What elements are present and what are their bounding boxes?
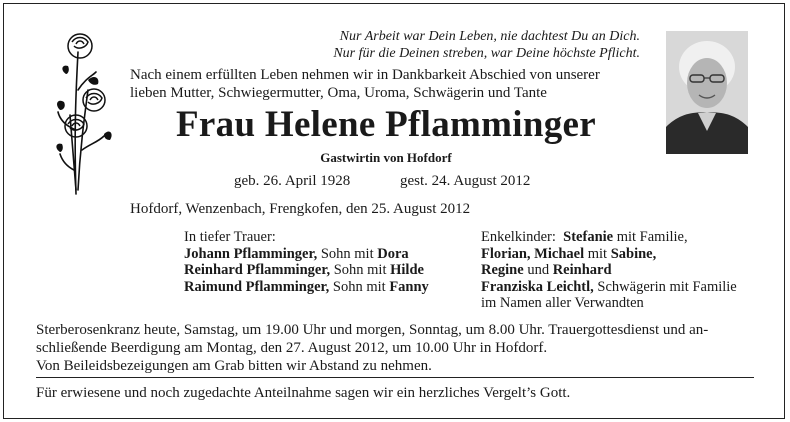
portrait-photo: [666, 31, 748, 154]
birth-date: geb. 26. April 1928: [234, 173, 351, 189]
motto-verse: [260, 28, 640, 62]
grandchildren-list: [481, 229, 771, 312]
grandchildren-row: Regine und Reinhard: [481, 262, 612, 278]
service-line-1: Sterberosenkranz heute, Samstag, um 19.00 Uhr und morgen, Sonntag, um 8.00 Uhr. Trauergottesdienst und an-: [36, 322, 709, 338]
grandchild-partner: Sabine,: [610, 245, 657, 262]
grandchild-name: Regine: [481, 262, 524, 278]
mourner-row: [184, 246, 474, 263]
grandchild-name: Stefanie: [563, 229, 614, 245]
motto-line-2: Nur für die Deinen streben, war Deine höchste Pflicht.: [333, 46, 640, 61]
mourner-relation: Sohn mit: [317, 245, 378, 262]
intro-line-1: Nach einem erfüllten Leben nehmen wir in Dankbarkeit Abschied von unserer: [130, 67, 600, 83]
deceased-occupation: Gastwirtin von Hofdorf: [320, 150, 452, 165]
motto-line-1: Nur Arbeit war Dein Leben, nie dachtest Du an Dich.: [339, 29, 640, 44]
mourner-relation: Sohn mit: [329, 278, 390, 295]
portrait-figure: [666, 31, 748, 154]
mourner-partner: Dora: [377, 245, 409, 262]
relative-name: Franziska Leichtl,: [481, 278, 594, 295]
mourner-row: [184, 262, 474, 279]
grandchildren-row: Florian, Michael mit Sabine,: [481, 245, 657, 262]
mourner-partner: Fanny: [389, 278, 429, 295]
mourner-name: Johann Pflamminger,: [184, 245, 318, 262]
place-and-date: Hofdorf, Wenzenbach, Frengkofen, den 25. August 2012: [130, 201, 471, 217]
divider: [36, 377, 754, 378]
grandchild-partner: Reinhard: [552, 262, 612, 278]
grandchild-name: Florian, Michael: [481, 245, 585, 262]
relatives-closing: im Namen aller Verwandten: [481, 295, 644, 311]
mourner-row: [184, 279, 474, 296]
relative-row: Franziska Leichtl, Schwägerin mit Familie: [481, 278, 737, 295]
service-line-2: schließende Beerdigung am Montag, den 27. August 2012, um 10.00 Uhr in Hofdorf.: [36, 340, 548, 356]
service-info: [36, 321, 760, 375]
mourner-name: Reinhard Pflamminger,: [184, 262, 331, 278]
death-date: gest. 24. August 2012: [400, 173, 531, 189]
mourner-partner: Hilde: [390, 262, 424, 278]
intro-text: [130, 66, 650, 102]
roses-illustration: [48, 30, 118, 196]
service-line-3: Von Beileidsbezeigungen am Grab bitten wir Abstand zu nehmen.: [36, 358, 432, 374]
mourners-list: [184, 229, 474, 295]
mourner-name: Raimund Pflamminger,: [184, 278, 330, 295]
mourner-relation: Sohn mit: [330, 262, 391, 278]
deceased-name: Frau Helene Pflamminger: [176, 104, 596, 145]
intro-line-2: lieben Mutter, Schwiegermutter, Oma, Uroma, Schwägerin und Tante: [130, 85, 547, 101]
mourners-heading: In tiefer Trauer:: [184, 229, 276, 245]
grandchildren-heading: Enkelkinder:: [481, 229, 556, 245]
thanks-line: Für erwiesene und noch zugedachte Anteilnahme sagen wir ein herzliches Vergelt’s Gott.: [36, 385, 571, 401]
grandchildren-row: Enkelkinder: Stefanie mit Familie,: [481, 229, 688, 245]
